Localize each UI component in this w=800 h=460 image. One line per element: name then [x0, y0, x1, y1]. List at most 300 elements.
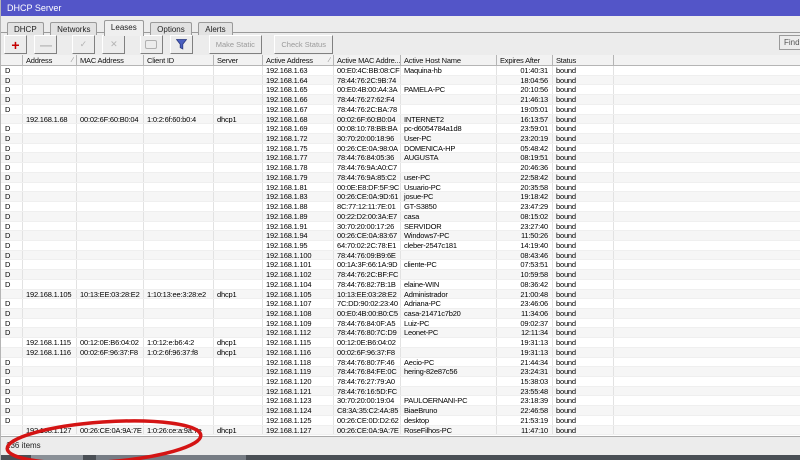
cell-status: bound — [553, 115, 614, 124]
column-header-active_mac[interactable]: Active MAC Addre... — [334, 55, 401, 65]
cell-server — [214, 270, 263, 279]
cell-status: bound — [553, 416, 614, 425]
window-title: DHCP Server — [7, 3, 62, 13]
cell-address — [23, 212, 77, 221]
cell-host: GT-S3850 — [401, 202, 497, 211]
sort-indicator-icon: ∕ — [72, 56, 73, 64]
cell-active_address: 192.168.1.118 — [263, 358, 334, 367]
table-row[interactable] — [1, 367, 800, 377]
table-row[interactable] — [1, 105, 800, 115]
cell-server — [214, 183, 263, 192]
cell-expires: 08:15:02 — [497, 212, 553, 221]
column-header-fill[interactable] — [614, 55, 800, 65]
tab-networks[interactable]: Networks — [50, 22, 97, 35]
cell-expires: 12:11:34 — [497, 328, 553, 337]
table-row[interactable] — [1, 426, 800, 436]
cell-client_id — [144, 406, 214, 415]
cell-expires: 20:35:58 — [497, 183, 553, 192]
table-row[interactable] — [1, 115, 800, 125]
cell-host — [401, 76, 497, 85]
cell-active_mac: 64:70:02:2C:78:E1 — [334, 241, 401, 250]
cell-expires: 11:47:10 — [497, 426, 553, 435]
window-titlebar[interactable] — [1, 0, 800, 16]
cell-host: Leonet-PC — [401, 328, 497, 337]
cell-flag — [1, 426, 23, 435]
cell-active_mac: C8:3A:35:C2:4A:85 — [334, 406, 401, 415]
cell-status: bound — [553, 309, 614, 318]
cell-active_address: 192.168.1.75 — [263, 144, 334, 153]
cell-active_mac: 00:22:D2:00:3A:E7 — [334, 212, 401, 221]
cell-flag: D — [1, 95, 23, 104]
cell-flag: D — [1, 192, 23, 201]
items-count: 136 items — [6, 441, 41, 450]
column-header-status[interactable]: Status — [553, 55, 614, 65]
cell-fill — [614, 183, 800, 192]
table-row[interactable] — [1, 348, 800, 358]
cell-fill — [614, 260, 800, 269]
cell-status: bound — [553, 328, 614, 337]
cell-fill — [614, 202, 800, 211]
table-row[interactable] — [1, 212, 800, 222]
find-button[interactable]: Find — [779, 35, 800, 50]
table-row[interactable] — [1, 309, 800, 319]
cell-flag: D — [1, 416, 23, 425]
cell-mac — [77, 299, 144, 308]
cell-client_id — [144, 192, 214, 201]
cell-address — [23, 183, 77, 192]
cell-address: 192.168.1.127 — [23, 426, 77, 435]
cell-client_id — [144, 153, 214, 162]
remove-button[interactable] — [34, 35, 57, 54]
cell-address — [23, 406, 77, 415]
cell-client_id — [144, 173, 214, 182]
cell-client_id: 1:0:2:6f:96:37:f8 — [144, 348, 214, 357]
cell-status: bound — [553, 153, 614, 162]
cell-expires: 10:59:58 — [497, 270, 553, 279]
cell-flag — [1, 338, 23, 347]
cell-address — [23, 367, 77, 376]
table-row[interactable] — [1, 144, 800, 154]
cell-active_mac: 78:44:76:27:79:A0 — [334, 377, 401, 386]
cell-active_mac: 30:70:20:00:18:96 — [334, 134, 401, 143]
cell-flag: D — [1, 212, 23, 221]
cell-host: Administrador — [401, 290, 497, 299]
table-row[interactable] — [1, 319, 800, 329]
cell-client_id — [144, 396, 214, 405]
cell-fill — [614, 299, 800, 308]
cell-address — [23, 328, 77, 337]
cell-server — [214, 328, 263, 337]
cell-host: pc-d6054784a1d8 — [401, 124, 497, 133]
cell-expires: 19:31:13 — [497, 348, 553, 357]
column-header-expires[interactable]: Expires After — [497, 55, 553, 65]
cell-client_id: 1:0:2:6f:60:b0:4 — [144, 115, 214, 124]
cell-host — [401, 387, 497, 396]
cell-address — [23, 377, 77, 386]
cell-fill — [614, 290, 800, 299]
cell-flag: D — [1, 358, 23, 367]
cell-fill — [614, 280, 800, 289]
cell-active_mac: 00:02:6F:60:B0:04 — [334, 115, 401, 124]
cell-host: cleber-2547c181 — [401, 241, 497, 250]
table-row[interactable] — [1, 85, 800, 95]
cell-mac — [77, 144, 144, 153]
table-row[interactable] — [1, 192, 800, 202]
cell-active_mac: 00:0E:E8:DF:5F:9C — [334, 183, 401, 192]
cell-mac — [77, 134, 144, 143]
cell-host: elaine-WIN — [401, 280, 497, 289]
cell-active_address: 192.168.1.125 — [263, 416, 334, 425]
cell-fill — [614, 222, 800, 231]
cell-flag: D — [1, 124, 23, 133]
table-row[interactable] — [1, 299, 800, 309]
cell-client_id — [144, 231, 214, 240]
cell-status: bound — [553, 396, 614, 405]
cell-address: 192.168.1.116 — [23, 348, 77, 357]
cell-active_mac: 00:E0:4B:00:B0:C5 — [334, 309, 401, 318]
cell-fill — [614, 153, 800, 162]
cell-flag: D — [1, 202, 23, 211]
cell-expires: 21:46:13 — [497, 95, 553, 104]
cell-address — [23, 105, 77, 114]
cell-mac — [77, 251, 144, 260]
table-row[interactable] — [1, 328, 800, 338]
cell-host: casa — [401, 212, 497, 221]
cell-address — [23, 231, 77, 240]
cell-host: Windows7-PC — [401, 231, 497, 240]
cell-fill — [614, 328, 800, 337]
cell-mac — [77, 319, 144, 328]
cell-server — [214, 85, 263, 94]
cell-address — [23, 416, 77, 425]
cell-active_mac: 78:44:76:84:FE:0C — [334, 367, 401, 376]
table-row[interactable] — [1, 95, 800, 105]
cell-host: Luiz-PC — [401, 319, 497, 328]
column-header-active_address[interactable]: Active Address ∕ — [263, 55, 334, 65]
cell-status: bound — [553, 387, 614, 396]
cell-expires: 20:10:56 — [497, 85, 553, 94]
status-bar — [1, 436, 800, 455]
cell-client_id — [144, 358, 214, 367]
filter-button[interactable] — [170, 35, 193, 54]
cell-active_mac: 00:26:CE:0A:83:67 — [334, 231, 401, 240]
cell-server — [214, 367, 263, 376]
column-header-flag[interactable] — [1, 55, 23, 65]
plus-icon: + — [11, 36, 20, 53]
table-row[interactable] — [1, 416, 800, 426]
cell-address — [23, 85, 77, 94]
cell-mac — [77, 76, 144, 85]
cell-host: casa-21471c7b20 — [401, 309, 497, 318]
cell-fill — [614, 319, 800, 328]
cell-server — [214, 309, 263, 318]
cell-active_mac: 78:44:76:09:B9:6E — [334, 251, 401, 260]
cell-flag: D — [1, 66, 23, 75]
table-row[interactable] — [1, 396, 800, 406]
cell-active_mac: 78:44:76:2C:BF:FC — [334, 270, 401, 279]
cell-server — [214, 144, 263, 153]
column-header-server[interactable]: Server — [214, 55, 263, 65]
comment-icon — [145, 40, 157, 49]
table-row[interactable] — [1, 183, 800, 193]
cell-active_address: 192.168.1.127 — [263, 426, 334, 435]
cell-mac — [77, 416, 144, 425]
leases-table — [1, 55, 800, 436]
table-row[interactable] — [1, 406, 800, 416]
cell-active_mac: 8C:77:12:11:7E:01 — [334, 202, 401, 211]
cell-mac — [77, 328, 144, 337]
cell-expires: 01:40:31 — [497, 66, 553, 75]
add-button[interactable] — [4, 35, 27, 54]
cell-active_mac: 7C:DD:90:02:23:40 — [334, 299, 401, 308]
cell-active_address: 192.168.1.68 — [263, 115, 334, 124]
table-row[interactable] — [1, 222, 800, 232]
cell-address — [23, 358, 77, 367]
cell-mac — [77, 95, 144, 104]
cell-mac — [77, 163, 144, 172]
cell-server — [214, 387, 263, 396]
cell-host: Usuario-PC — [401, 183, 497, 192]
cell-server — [214, 377, 263, 386]
cell-active_mac: 00:02:6F:96:37:F8 — [334, 348, 401, 357]
cell-expires: 19:05:01 — [497, 105, 553, 114]
cell-host: User-PC — [401, 134, 497, 143]
cell-server — [214, 212, 263, 221]
table-row[interactable] — [1, 358, 800, 368]
cell-client_id — [144, 251, 214, 260]
cell-address — [23, 134, 77, 143]
cell-flag: D — [1, 280, 23, 289]
cell-status: bound — [553, 270, 614, 279]
cell-flag: D — [1, 396, 23, 405]
table-body — [1, 66, 800, 435]
disable-button[interactable] — [102, 35, 125, 54]
cell-expires: 23:27:40 — [497, 222, 553, 231]
cell-flag: D — [1, 377, 23, 386]
cell-mac: 00:02:6F:60:B0:04 — [77, 115, 144, 124]
cell-client_id — [144, 124, 214, 133]
cell-active_mac: 00:12:0E:B6:04:02 — [334, 338, 401, 347]
cell-client_id — [144, 183, 214, 192]
cell-client_id — [144, 416, 214, 425]
cell-client_id — [144, 377, 214, 386]
cell-status: bound — [553, 66, 614, 75]
cell-mac — [77, 124, 144, 133]
column-header-address[interactable]: Address ∕ — [23, 55, 77, 65]
cell-active_address: 192.168.1.115 — [263, 338, 334, 347]
table-row[interactable] — [1, 280, 800, 290]
cell-expires: 15:38:03 — [497, 377, 553, 386]
cell-flag: D — [1, 231, 23, 240]
cell-flag: D — [1, 241, 23, 250]
cell-active_address: 192.168.1.112 — [263, 328, 334, 337]
cell-server — [214, 280, 263, 289]
cell-host — [401, 270, 497, 279]
enable-button[interactable] — [72, 35, 95, 54]
cell-fill — [614, 358, 800, 367]
cell-active_address: 192.168.1.120 — [263, 377, 334, 386]
cell-host — [401, 377, 497, 386]
cell-mac — [77, 377, 144, 386]
cell-host: Maquina-hb — [401, 66, 497, 75]
cell-expires: 19:31:13 — [497, 338, 553, 347]
cell-address — [23, 280, 77, 289]
table-row[interactable] — [1, 338, 800, 348]
cell-server: dhcp1 — [214, 115, 263, 124]
cell-status: bound — [553, 319, 614, 328]
cell-mac — [77, 222, 144, 231]
table-row[interactable] — [1, 134, 800, 144]
horizontal-scrollbar[interactable] — [1, 455, 800, 460]
cell-client_id — [144, 299, 214, 308]
cell-fill — [614, 270, 800, 279]
cell-active_address: 192.168.1.66 — [263, 95, 334, 104]
cell-active_mac: 00:E0:4B:00:A4:3A — [334, 85, 401, 94]
cell-fill — [614, 338, 800, 347]
cell-active_address: 192.168.1.123 — [263, 396, 334, 405]
cell-fill — [614, 406, 800, 415]
cell-host: RoseFilhos-PC — [401, 426, 497, 435]
cell-status: bound — [553, 231, 614, 240]
scrollbar-thumb[interactable] — [96, 455, 246, 460]
cell-server — [214, 299, 263, 308]
cell-address — [23, 396, 77, 405]
cell-address — [23, 387, 77, 396]
cell-active_mac: 78:44:76:27:62:F4 — [334, 95, 401, 104]
table-row[interactable] — [1, 66, 800, 76]
cell-client_id — [144, 328, 214, 337]
cell-address — [23, 309, 77, 318]
cell-client_id — [144, 76, 214, 85]
cell-flag: D — [1, 85, 23, 94]
cell-status: bound — [553, 163, 614, 172]
cell-address — [23, 95, 77, 104]
table-row[interactable] — [1, 173, 800, 183]
cell-active_mac: 78:44:76:2C:9B:74 — [334, 76, 401, 85]
tab-dhcp[interactable]: DHCP — [7, 22, 44, 35]
cell-mac — [77, 367, 144, 376]
cell-flag: D — [1, 387, 23, 396]
cell-address — [23, 66, 77, 75]
cell-active_mac: 78:44:76:9A:85:C2 — [334, 173, 401, 182]
table-row[interactable] — [1, 163, 800, 173]
table-row[interactable] — [1, 202, 800, 212]
cell-flag — [1, 115, 23, 124]
cell-address — [23, 241, 77, 250]
cell-active_address: 192.168.1.102 — [263, 270, 334, 279]
cell-server: dhcp1 — [214, 426, 263, 435]
table-row[interactable] — [1, 231, 800, 241]
cell-active_mac: 78:44:76:82:7B:1B — [334, 280, 401, 289]
table-row[interactable] — [1, 124, 800, 134]
cell-host: desktop — [401, 416, 497, 425]
cell-active_mac: 10:13:EE:03:28:E2 — [334, 290, 401, 299]
cell-active_mac: 00:26:CE:0A:9A:7E — [334, 426, 401, 435]
cell-client_id — [144, 163, 214, 172]
cell-server — [214, 222, 263, 231]
table-row[interactable] — [1, 270, 800, 280]
table-row[interactable] — [1, 260, 800, 270]
cell-fill — [614, 251, 800, 260]
cell-fill — [614, 192, 800, 201]
cell-address: 192.168.1.68 — [23, 115, 77, 124]
column-header-client_id[interactable]: Client ID — [144, 55, 214, 65]
cell-active_mac: 00:26:CE:0A:9D:61 — [334, 192, 401, 201]
cell-expires: 19:18:42 — [497, 192, 553, 201]
column-header-host[interactable]: Active Host Name — [401, 55, 497, 65]
tab-options[interactable]: Options — [150, 22, 192, 35]
cell-active_mac: 78:44:76:84:05:36 — [334, 153, 401, 162]
cell-expires: 18:04:56 — [497, 76, 553, 85]
cell-server — [214, 406, 263, 415]
cell-client_id — [144, 387, 214, 396]
cell-client_id — [144, 319, 214, 328]
cell-mac: 00:26:CE:0A:9A:7E — [77, 426, 144, 435]
table-row[interactable] — [1, 241, 800, 251]
cell-mac: 00:12:0E:B6:04:02 — [77, 338, 144, 347]
cell-flag: D — [1, 222, 23, 231]
cell-status: bound — [553, 358, 614, 367]
cell-server — [214, 241, 263, 250]
tab-leases[interactable]: Leases — [104, 20, 144, 36]
cell-server — [214, 260, 263, 269]
cell-status: bound — [553, 299, 614, 308]
cell-client_id — [144, 202, 214, 211]
cell-server — [214, 396, 263, 405]
cell-host: user-PC — [401, 173, 497, 182]
cell-status: bound — [553, 76, 614, 85]
cell-server — [214, 124, 263, 133]
cell-expires: 08:36:42 — [497, 280, 553, 289]
cell-address — [23, 124, 77, 133]
cell-address: 192.168.1.115 — [23, 338, 77, 347]
cell-fill — [614, 124, 800, 133]
cell-address: 192.168.1.105 — [23, 290, 77, 299]
cell-mac — [77, 202, 144, 211]
comment-button[interactable] — [140, 35, 163, 54]
cell-flag: D — [1, 299, 23, 308]
tab-alerts[interactable]: Alerts — [198, 22, 232, 35]
cell-expires: 23:47:29 — [497, 202, 553, 211]
check-status-button[interactable]: Check Status — [274, 35, 333, 54]
table-row[interactable] — [1, 377, 800, 387]
cell-client_id — [144, 222, 214, 231]
cell-expires: 11:50:26 — [497, 231, 553, 240]
table-row[interactable] — [1, 387, 800, 397]
cross-icon: ✕ — [110, 39, 118, 49]
cell-server — [214, 134, 263, 143]
cell-server — [214, 416, 263, 425]
table-row[interactable] — [1, 76, 800, 86]
cell-fill — [614, 173, 800, 182]
cell-active_mac: 78:44:76:84:0F:A5 — [334, 319, 401, 328]
cell-active_address: 192.168.1.64 — [263, 76, 334, 85]
table-row[interactable] — [1, 153, 800, 163]
table-row[interactable] — [1, 290, 800, 300]
column-header-mac[interactable]: MAC Address — [77, 55, 144, 65]
table-row[interactable] — [1, 251, 800, 261]
cell-status: bound — [553, 85, 614, 94]
cell-flag: D — [1, 406, 23, 415]
cell-expires: 21:53:19 — [497, 416, 553, 425]
scrollbar-segment — [31, 455, 83, 460]
cell-active_address: 192.168.1.83 — [263, 192, 334, 201]
cell-host: INTERNET2 — [401, 115, 497, 124]
make-static-button[interactable]: Make Static — [209, 35, 262, 54]
cell-active_address: 192.168.1.91 — [263, 222, 334, 231]
cell-server — [214, 76, 263, 85]
cell-address — [23, 144, 77, 153]
